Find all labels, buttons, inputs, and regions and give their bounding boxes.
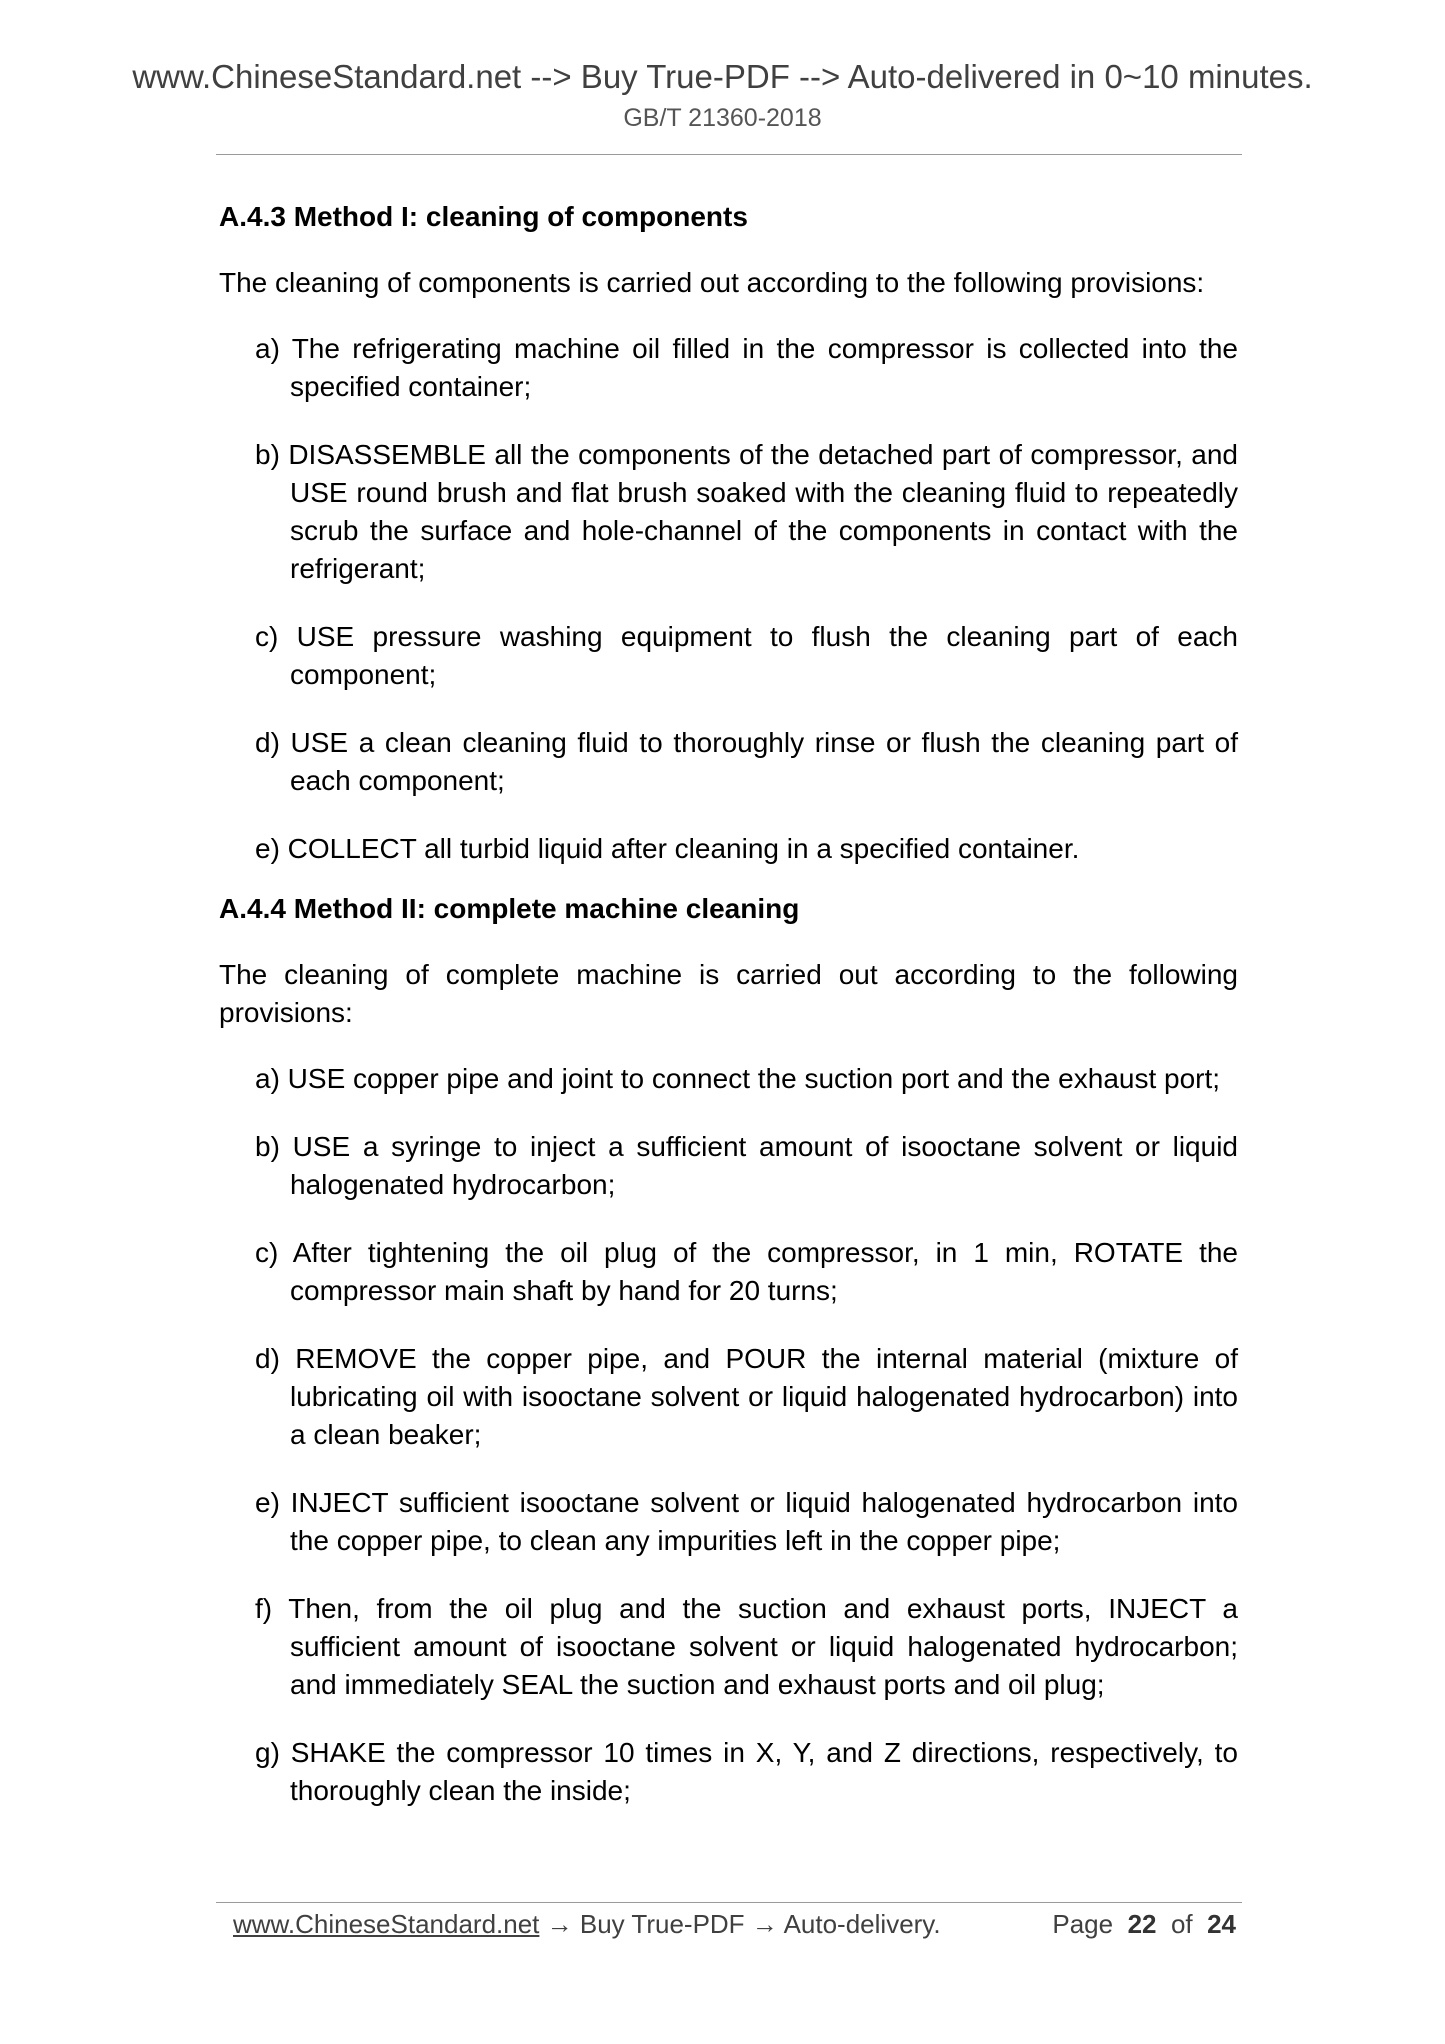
section-heading-a43: A.4.3 Method I: cleaning of components — [219, 201, 748, 232]
page-number — [1052, 1905, 1236, 1943]
footer-tagline: → Buy True-PDF → Auto-delivery. — [539, 1909, 941, 1939]
list-item: d) REMOVE the copper pipe, and POUR the internal material (mixture of lubricating oil with isooctane solvent or liquid halogenated hydrocarbon) into a clean beaker; — [255, 1343, 1238, 1450]
section-intro-a43: The cleaning of components is carried out according to the following provisions: — [219, 267, 1205, 298]
section-intro-a44: The cleaning of complete machine is carried out according to the following provisions: — [219, 959, 1238, 1028]
footer-divider — [216, 1902, 1242, 1903]
header-divider — [216, 154, 1242, 155]
list-item: c) USE pressure washing equipment to flush the cleaning part of each component; — [255, 621, 1238, 690]
page-current: 22 — [1127, 1909, 1157, 1939]
page-total: 24 — [1207, 1909, 1236, 1939]
page-label: Page — [1052, 1909, 1114, 1939]
list-item: f) Then, from the oil plug and the suction and exhaust ports, INJECT a sufficient amount of isooctane solvent or liquid halogenated hydrocarbon; and immediately SEAL the suction and exhaust ports and oil plug; — [255, 1593, 1238, 1700]
list-item: g) SHAKE the compressor 10 times in X, Y, and Z directions, respectively, to thoroughly clean the inside; — [255, 1737, 1238, 1806]
list-item: e) INJECT sufficient isooctane solvent or liquid halogenated hydrocarbon into the copper pipe, to clean any impurities left in the copper pipe; — [255, 1487, 1238, 1556]
section-heading-a44: A.4.4 Method II: complete machine cleaning — [219, 893, 800, 924]
document-id: GB/T 21360-2018 — [623, 104, 822, 132]
page-body — [219, 198, 1238, 1840]
list-item: a) USE copper pipe and joint to connect the suction port and the exhaust port; — [255, 1063, 1221, 1094]
header-banner: www.ChineseStandard.net --> Buy True-PDF --> Auto-delivered in 0~10 minutes. — [132, 58, 1313, 95]
footer-left — [233, 1905, 941, 1943]
list-item: d) USE a clean cleaning fluid to thoroughly rinse or flush the cleaning part of each component; — [255, 727, 1238, 796]
list-item: e) COLLECT all turbid liquid after cleaning in a specified container. — [255, 833, 1080, 864]
list-item: a) The refrigerating machine oil filled in the compressor is collected into the specified container; — [255, 333, 1238, 402]
list-item: b) USE a syringe to inject a sufficient amount of isooctane solvent or liquid halogenated hydrocarbon; — [255, 1131, 1238, 1200]
footer-site-link[interactable]: www.ChineseStandard.net — [233, 1909, 540, 1939]
page-footer — [233, 1905, 1236, 1943]
page-of-label: of — [1170, 1909, 1193, 1939]
list-item: c) After tightening the oil plug of the compressor, in 1 min, ROTATE the compressor main shaft by hand for 20 turns; — [255, 1237, 1238, 1306]
list-item: b) DISASSEMBLE all the components of the detached part of compressor, and USE round brush and flat brush soaked with the cleaning fluid to repeatedly scrub the surface and hole-channel of the components in contact with the refrigerant; — [255, 439, 1238, 584]
